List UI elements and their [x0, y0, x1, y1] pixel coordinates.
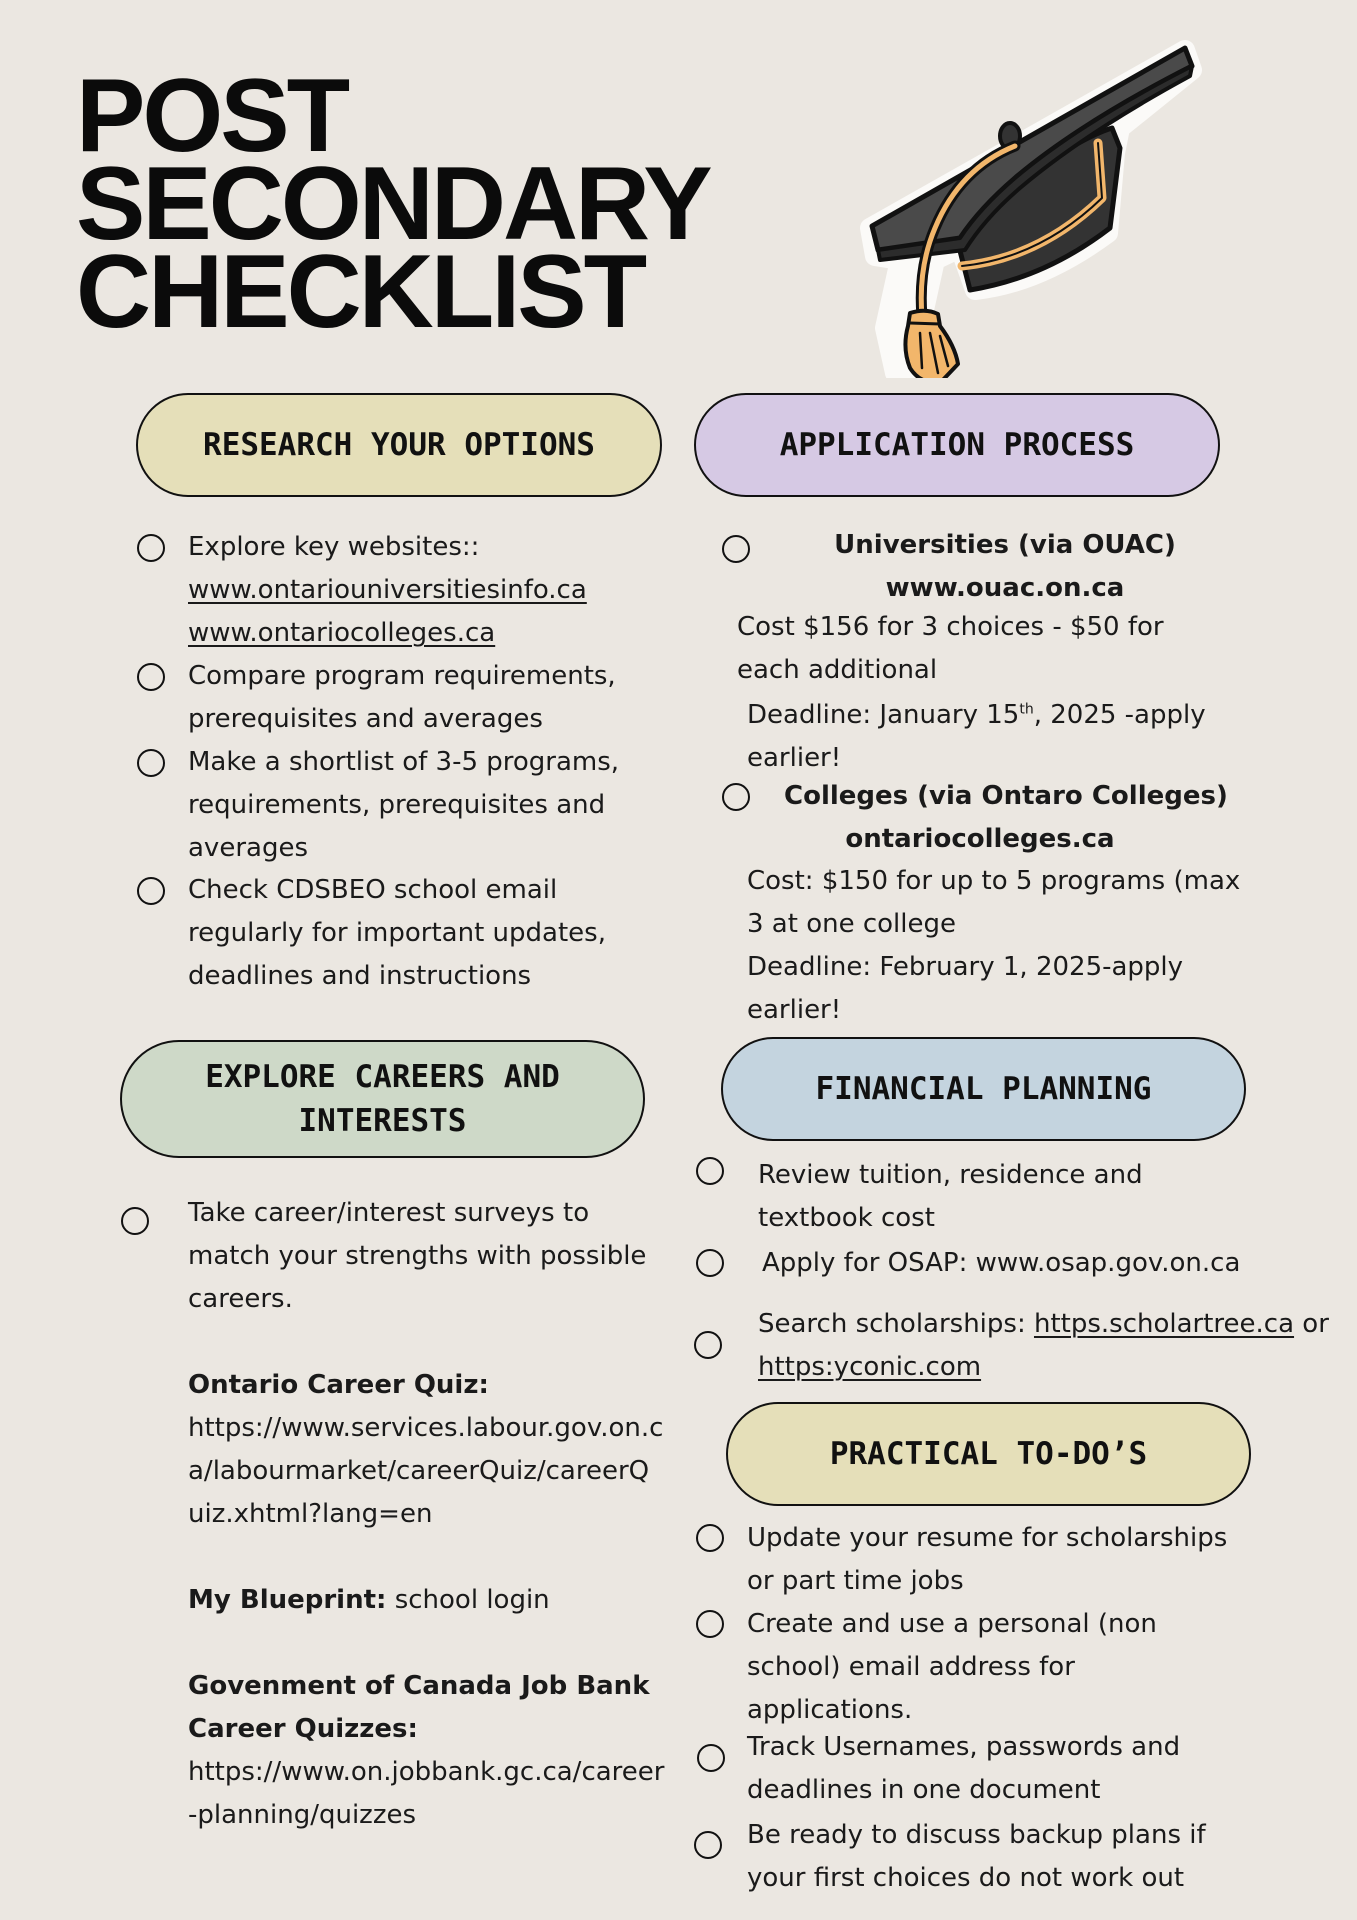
- link-scholartree[interactable]: https.scholartree.ca: [1033, 1309, 1295, 1339]
- text-line: Check CDSBEO school email: [188, 875, 558, 905]
- text-line: careers.: [188, 1284, 293, 1314]
- practical-item-4: [747, 1814, 1206, 1900]
- colleges-cost: [747, 860, 1240, 1032]
- text-line: Update your resume for scholarships: [747, 1523, 1228, 1553]
- research-item-4: [188, 869, 606, 998]
- text-line: 3 at one college: [747, 909, 956, 939]
- text-line: Deadline: February 1, 2025-apply: [747, 952, 1184, 982]
- practical-item-3: [747, 1726, 1180, 1812]
- explore-item-1: [188, 1192, 664, 1837]
- text-line: Be ready to discuss backup plans if: [747, 1820, 1206, 1850]
- url-line[interactable]: https://www.services.labour.gov.on.c: [188, 1413, 664, 1443]
- jobbank-url[interactable]: [188, 1751, 664, 1837]
- universities-deadline: [747, 694, 1206, 780]
- text-line: each additional: [737, 655, 938, 685]
- text-line: requirements, prerequisites and: [188, 790, 606, 820]
- text-line: earlier!: [747, 743, 842, 773]
- text-line: [747, 694, 1206, 737]
- title-line-2: SECONDARY: [76, 146, 710, 262]
- universities-site[interactable]: www.ouac.on.ca: [885, 573, 1125, 603]
- universities-title: Universities (via OUAC): [834, 530, 1176, 560]
- financial-item-3: [758, 1303, 1329, 1389]
- research-checkbox-2[interactable]: [137, 663, 165, 691]
- blueprint-line: [188, 1579, 664, 1622]
- text-line: [758, 1303, 1329, 1346]
- universities-checkbox[interactable]: [722, 535, 750, 563]
- practical-checkbox-2[interactable]: [696, 1610, 724, 1638]
- research-heading: RESEARCH YOUR OPTIONS: [203, 427, 595, 463]
- graduation-cap-icon: [840, 28, 1220, 378]
- financial-item-1: [758, 1154, 1143, 1240]
- url-line[interactable]: -planning/quizzes: [188, 1800, 417, 1830]
- text-line: Take career/interest surveys to: [188, 1198, 590, 1228]
- practical-heading: PRACTICAL TO-DO’S: [829, 1436, 1148, 1472]
- practical-item-2: [747, 1603, 1157, 1732]
- text-line: prerequisites and averages: [188, 704, 543, 734]
- text-line: Apply for OSAP: www.osap.gov.on.ca: [762, 1248, 1241, 1278]
- title-line-1: POST: [76, 58, 348, 174]
- practical-item-1: [747, 1517, 1227, 1603]
- text-line: applications.: [747, 1695, 913, 1725]
- url-line[interactable]: https://www.on.jobbank.gc.ca/career: [188, 1757, 665, 1787]
- financial-item-2: [762, 1242, 1240, 1285]
- text-line: Cost $156 for 3 choices - $50 for: [737, 612, 1164, 642]
- financial-checkbox-1[interactable]: [696, 1157, 724, 1185]
- blueprint-label: My Blueprint:: [188, 1585, 387, 1615]
- jobbank-label-line-1: Govenment of Canada Job Bank: [188, 1671, 650, 1701]
- practical-checkbox-3[interactable]: [697, 1744, 725, 1772]
- text-line: or part time jobs: [747, 1566, 964, 1596]
- jobbank-label-line-2: Career Quizzes:: [188, 1714, 418, 1744]
- research-item-3: [188, 741, 619, 870]
- url-line[interactable]: uiz.xhtml?lang=en: [188, 1499, 433, 1529]
- text-line: Create and use a personal (non: [747, 1609, 1157, 1639]
- link-ontariouniversitiesinfo[interactable]: www.ontariouniversitiesinfo.ca: [188, 575, 587, 605]
- application-heading-pill: [694, 393, 1220, 497]
- explore-heading-pill: [120, 1040, 645, 1158]
- universities-cost: [737, 606, 1164, 692]
- text-or: or: [1294, 1309, 1329, 1339]
- research-checkbox-4[interactable]: [137, 877, 165, 905]
- text-line: regularly for important updates,: [188, 918, 606, 948]
- text-line: Review tuition, residence and: [758, 1160, 1143, 1190]
- blueprint-value: school login: [386, 1585, 550, 1615]
- page-title: [76, 58, 710, 350]
- practical-checkbox-4[interactable]: [694, 1831, 722, 1859]
- scholarship-label: Search scholarships:: [758, 1309, 1034, 1339]
- colleges-checkbox[interactable]: [722, 783, 750, 811]
- text-line: textbook cost: [758, 1203, 935, 1233]
- financial-checkbox-3[interactable]: [694, 1331, 722, 1359]
- practical-heading-pill: [726, 1402, 1251, 1506]
- text-line: Compare program requirements,: [188, 661, 616, 691]
- link-ontariocolleges[interactable]: www.ontariocolleges.ca: [188, 618, 496, 648]
- deadline-year: , 2025 -apply: [1033, 700, 1206, 730]
- colleges-site[interactable]: ontariocolleges.ca: [845, 824, 1115, 854]
- research-checkbox-1[interactable]: [137, 534, 165, 562]
- text-line: deadlines in one document: [747, 1775, 1101, 1805]
- ontario-quiz-url[interactable]: [188, 1407, 664, 1536]
- financial-checkbox-2[interactable]: [696, 1249, 724, 1277]
- explore-checkbox-1[interactable]: [121, 1207, 149, 1235]
- financial-heading: FINANCIAL PLANNING: [815, 1071, 1152, 1107]
- text-line: Track Usernames, passwords and: [747, 1732, 1181, 1762]
- financial-heading-pill: [721, 1037, 1246, 1141]
- link-yconic[interactable]: https:yconic.com: [758, 1352, 982, 1382]
- research-item-2: [188, 655, 616, 741]
- research-checkbox-3[interactable]: [137, 749, 165, 777]
- text-line: deadlines and instructions: [188, 961, 532, 991]
- practical-checkbox-1[interactable]: [696, 1524, 724, 1552]
- research-heading-pill: [136, 393, 662, 497]
- text-line: Make a shortlist of 3-5 programs,: [188, 747, 620, 777]
- text-line: your first choices do not work out: [747, 1863, 1185, 1893]
- colleges-title: Colleges (via Ontaro Colleges): [784, 781, 1228, 811]
- title-line-3: CHECKLIST: [76, 234, 645, 350]
- text-line: Cost: $150 for up to 5 programs (max: [747, 866, 1241, 896]
- text-line: school) email address for: [747, 1652, 1075, 1682]
- explore-heading-line-2: INTERESTS: [298, 1103, 467, 1139]
- deadline-date: Deadline: January 15: [747, 700, 1020, 730]
- research-item-1-label: Explore key websites::: [188, 532, 480, 562]
- text-line: averages: [188, 833, 308, 863]
- explore-heading-line-1: EXPLORE CAREERS AND: [205, 1059, 560, 1095]
- application-heading: APPLICATION PROCESS: [779, 427, 1135, 463]
- text-line: match your strengths with possible: [188, 1241, 647, 1271]
- research-item-1: [188, 526, 587, 655]
- ontario-quiz-label: Ontario Career Quiz:: [188, 1370, 489, 1400]
- text-line: earlier!: [747, 995, 842, 1025]
- deadline-ordinal: th: [1019, 701, 1034, 718]
- url-line[interactable]: a/labourmarket/careerQuiz/careerQ: [188, 1456, 650, 1486]
